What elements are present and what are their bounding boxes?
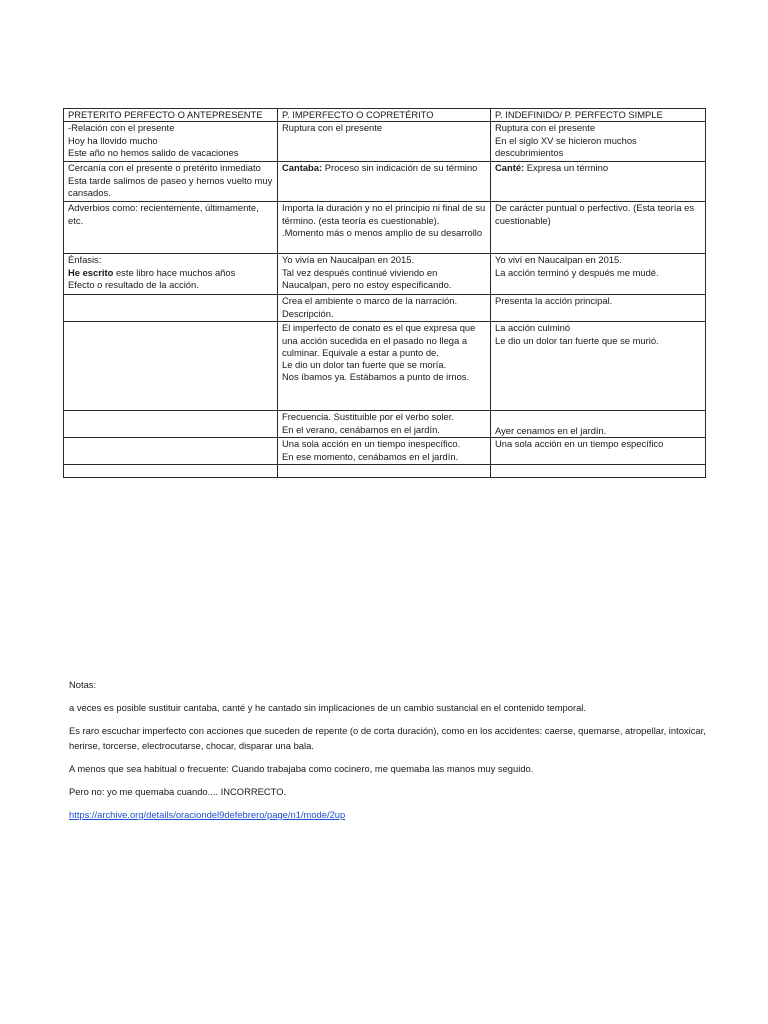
table-cell [278, 122, 491, 162]
cell-line: Este año no hemos salido de vacaciones [68, 146, 239, 158]
table-cell [64, 322, 278, 411]
cell-line: Presenta la acción principal. [495, 295, 613, 307]
cell-line: Importa la duración y no el principio ni final de su término. (esta teoría es cuestionable). [282, 202, 486, 226]
table-row [64, 438, 706, 465]
cell-text: Expresa un término [524, 162, 609, 174]
table-cell [278, 202, 491, 254]
table-cell [491, 202, 706, 254]
table-row [64, 322, 706, 411]
cell-line: La acción terminó y después me mudé. [495, 266, 659, 278]
table-cell [64, 438, 278, 465]
cell-line: Cercanía con el presente o pretérito inmediato [68, 162, 261, 174]
table-cell [491, 465, 706, 478]
archive-link[interactable]: https://archive.org/details/oraciondel9defebrero/page/n1/mode/2up [69, 809, 346, 820]
cell-line: Frecuencia. Sustituible por el verbo soler. [282, 411, 454, 423]
cell-line: Le dio un dolor tan fuerte que se murió. [495, 334, 659, 346]
table-cell [64, 202, 278, 254]
table-row [64, 254, 706, 295]
table-row [64, 411, 706, 438]
table-cell [278, 295, 491, 322]
table-cell [64, 254, 278, 295]
term-bold: Canté: [495, 162, 525, 174]
cell-line: -Relación con el presente [68, 122, 175, 134]
table-cell [278, 465, 491, 478]
cell-line: Yo viví en Naucalpan en 2015. [495, 254, 622, 266]
cell-line: En ese momento, cenábamos en el jardín. [282, 450, 459, 462]
note-paragraph: Pero no: yo me quemaba cuando.... INCORRECTO. [69, 786, 287, 797]
table-cell [278, 162, 491, 202]
table-row [64, 295, 706, 322]
cell-line: Ayer cenamos en el jardín. [495, 425, 607, 436]
table-cell [491, 322, 706, 411]
cell-line: Yo vivía en Naucalpan en 2015. [282, 254, 415, 266]
table-cell [491, 295, 706, 322]
cell-line: Adverbios como: recientemente, últimamente, etc. [68, 202, 259, 226]
cell-line: Ruptura con el presente [495, 122, 596, 134]
header-indefinido: P. INDEFINIDO/ P. PERFECTO SIMPLE [491, 109, 706, 122]
term-bold: He escrito [68, 266, 114, 278]
table-row [64, 202, 706, 254]
cell-line [68, 267, 273, 279]
note-paragraph: Es raro escuchar imperfecto con acciones que suceden de repente (o de corta duración), como en los accidentes: caerse, quemarse, atropellar, intoxicar, herirse, torcerse, electrocutarse, chocar, disparar una bala. [69, 725, 706, 751]
cell-line: La acción culminó [495, 322, 571, 334]
header-perfecto: PRETERITO PERFECTO O ANTEPRESENTE [64, 109, 278, 122]
cell-line: Esta tarde salimos de paseo y hemos vuelto muy cansados. [68, 174, 273, 198]
note-paragraph: A menos que sea habitual o frecuente: Cuando trabajaba como cocinero, me quemaba las manos muy seguido. [69, 763, 534, 774]
cell-line: Hoy ha llovido mucho [68, 134, 158, 146]
table-cell [64, 122, 278, 162]
table-row [64, 162, 706, 202]
table-header-row [64, 109, 706, 122]
notes-section [69, 677, 709, 830]
cell-line: En el verano, cenábamos en el jardín. [282, 423, 440, 435]
table-cell [491, 438, 706, 465]
cell-line: De carácter puntual o perfectivo. (Esta teoría es cuestionable) [495, 202, 695, 226]
table-cell [64, 295, 278, 322]
table-cell [278, 411, 491, 438]
grammar-table [63, 108, 706, 478]
table-row [64, 122, 706, 162]
table-cell [491, 254, 706, 295]
cell-line: Tal vez después continué viviendo en Naucalpan, pero no estoy especificando. [282, 266, 452, 290]
table-cell [491, 162, 706, 202]
table-cell [491, 411, 706, 438]
table-row-empty [64, 465, 706, 478]
cell-line: Le dio un dolor tan fuerte que se moría. [282, 359, 447, 371]
header-imperfecto: P. IMPERFECTO O COPRETÉRITO [278, 109, 491, 122]
cell-line: Ruptura con el presente [282, 122, 383, 134]
cell-line: Una sola acción en un tiempo específico [495, 438, 664, 450]
table-cell [64, 162, 278, 202]
cell-line: En el siglo XV se hicieron muchos descubrimientos [495, 134, 637, 158]
cell-text: Proceso sin indicación de su término [322, 162, 478, 174]
table-cell [278, 322, 491, 411]
table-cell [64, 465, 278, 478]
table-cell [491, 122, 706, 162]
note-link-line [69, 807, 709, 822]
cell-line: El imperfecto de conato es el que expresa que una acción sucedida en el pasado no llega a culminar. Equivale a estar a punto de. [282, 322, 476, 358]
cell-line: .Momento más o menos amplio de su desarrollo [282, 226, 483, 238]
cell-line: Nos íbamos ya. Estábamos a punto de irnos. [282, 371, 470, 383]
table-cell [278, 254, 491, 295]
term-bold: Cantaba: [282, 162, 323, 174]
cell-line: Una sola acción en un tiempo inespecífico. [282, 438, 461, 450]
note-paragraph: a veces es posible sustituir cantaba, canté y he cantado sin implicaciones de un cambio sustancial en el contenido temporal. [69, 702, 586, 713]
cell-line: Descripción. [282, 307, 334, 319]
cell-text: este libro hace muchos años [113, 266, 236, 278]
cell-line: Énfasis: [68, 254, 102, 266]
notes-title: Notas: [69, 679, 97, 690]
table-cell [64, 411, 278, 438]
cell-line: Efecto o resultado de la acción. [68, 278, 199, 290]
table-cell [278, 438, 491, 465]
cell-line: Crea el ambiente o marco de la narración. [282, 295, 458, 307]
